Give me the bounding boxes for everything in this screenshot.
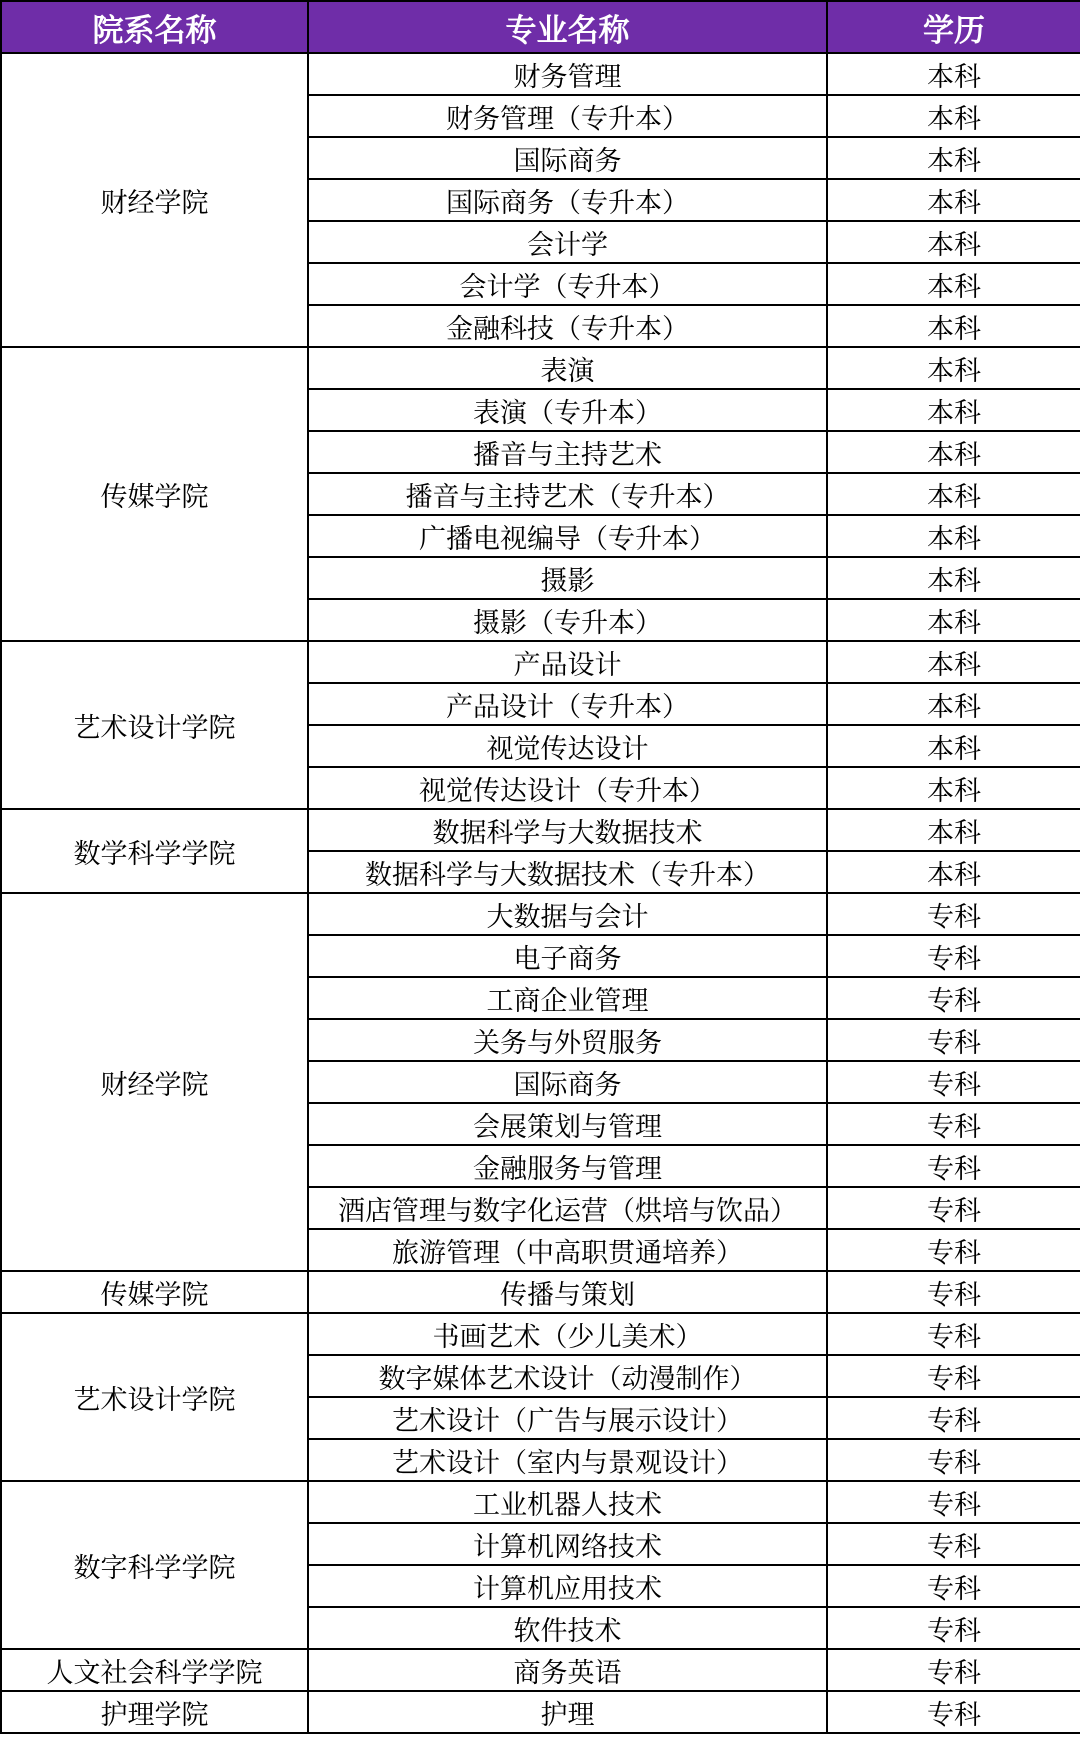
dept-cell: 数字科学学院 [1,1481,308,1649]
dept-cell: 艺术设计学院 [1,641,308,809]
major-cell: 表演 [308,347,827,389]
level-cell: 本科 [827,473,1080,515]
level-cell: 本科 [827,95,1080,137]
major-cell: 电子商务 [308,935,827,977]
table-row [1,893,1080,935]
table-row [1,1691,1080,1733]
level-cell: 专科 [827,1397,1080,1439]
level-cell: 专科 [827,1229,1080,1271]
table-row [1,1271,1080,1313]
major-cell: 艺术设计（广告与展示设计） [308,1397,827,1439]
level-cell: 本科 [827,305,1080,347]
major-cell: 金融科技（专升本） [308,305,827,347]
major-cell: 播音与主持艺术 [308,431,827,473]
major-cell: 金融服务与管理 [308,1145,827,1187]
level-cell: 专科 [827,1313,1080,1355]
major-cell: 国际商务 [308,1061,827,1103]
major-cell: 计算机网络技术 [308,1523,827,1565]
header-dept: 院系名称 [1,1,308,53]
level-cell: 本科 [827,137,1080,179]
major-cell: 数字媒体艺术设计（动漫制作） [308,1355,827,1397]
dept-cell: 传媒学院 [1,347,308,641]
level-cell: 本科 [827,347,1080,389]
level-cell: 本科 [827,389,1080,431]
dept-cell: 财经学院 [1,893,308,1271]
level-cell: 专科 [827,935,1080,977]
major-cell: 旅游管理（中高职贯通培养） [308,1229,827,1271]
level-cell: 本科 [827,851,1080,893]
major-cell: 商务英语 [308,1649,827,1691]
major-cell: 酒店管理与数字化运营（烘培与饮品） [308,1187,827,1229]
level-cell: 本科 [827,557,1080,599]
dept-cell: 人文社会科学学院 [1,1649,308,1691]
level-cell: 本科 [827,221,1080,263]
level-cell: 本科 [827,809,1080,851]
level-cell: 专科 [827,1607,1080,1649]
major-cell: 会展策划与管理 [308,1103,827,1145]
major-cell: 产品设计 [308,641,827,683]
level-cell: 专科 [827,1523,1080,1565]
major-cell: 数据科学与大数据技术 [308,809,827,851]
table-row [1,641,1080,683]
level-cell: 本科 [827,431,1080,473]
major-cell: 传播与策划 [308,1271,827,1313]
level-cell: 本科 [827,725,1080,767]
level-cell: 专科 [827,1439,1080,1481]
major-cell: 财务管理 [308,53,827,95]
major-cell: 产品设计（专升本） [308,683,827,725]
level-cell: 专科 [827,893,1080,935]
major-cell: 会计学 [308,221,827,263]
major-cell: 计算机应用技术 [308,1565,827,1607]
major-cell: 视觉传达设计（专升本） [308,767,827,809]
major-cell: 书画艺术（少儿美术） [308,1313,827,1355]
level-cell: 本科 [827,515,1080,557]
major-cell: 关务与外贸服务 [308,1019,827,1061]
level-cell: 专科 [827,1355,1080,1397]
major-cell: 软件技术 [308,1607,827,1649]
header-level: 学历 [827,1,1080,53]
major-cell: 大数据与会计 [308,893,827,935]
major-cell: 艺术设计（室内与景观设计） [308,1439,827,1481]
level-cell: 专科 [827,1187,1080,1229]
header-row [1,1,1080,53]
level-cell: 专科 [827,1481,1080,1523]
major-cell: 视觉传达设计 [308,725,827,767]
table-row [1,809,1080,851]
table-body [1,53,1080,1733]
table-row [1,1649,1080,1691]
level-cell: 本科 [827,641,1080,683]
major-cell: 工商企业管理 [308,977,827,1019]
level-cell: 本科 [827,599,1080,641]
level-cell: 专科 [827,1019,1080,1061]
level-cell: 本科 [827,179,1080,221]
level-cell: 专科 [827,1691,1080,1733]
level-cell: 专科 [827,1061,1080,1103]
level-cell: 本科 [827,53,1080,95]
level-cell: 专科 [827,1271,1080,1313]
level-cell: 本科 [827,683,1080,725]
table-row [1,1313,1080,1355]
dept-cell: 传媒学院 [1,1271,308,1313]
major-cell: 工业机器人技术 [308,1481,827,1523]
major-cell: 广播电视编导（专升本） [308,515,827,557]
major-cell: 会计学（专升本） [308,263,827,305]
table-row [1,347,1080,389]
level-cell: 专科 [827,1103,1080,1145]
major-cell: 摄影 [308,557,827,599]
level-cell: 专科 [827,1145,1080,1187]
major-cell: 数据科学与大数据技术（专升本） [308,851,827,893]
major-cell: 播音与主持艺术（专升本） [308,473,827,515]
major-cell: 摄影（专升本） [308,599,827,641]
table-row [1,53,1080,95]
major-cell: 财务管理（专升本） [308,95,827,137]
dept-cell: 护理学院 [1,1691,308,1733]
dept-cell: 艺术设计学院 [1,1313,308,1481]
major-cell: 国际商务（专升本） [308,179,827,221]
level-cell: 专科 [827,977,1080,1019]
dept-cell: 数学科学学院 [1,809,308,893]
dept-cell: 财经学院 [1,53,308,347]
level-cell: 本科 [827,767,1080,809]
header-major: 专业名称 [308,1,827,53]
level-cell: 专科 [827,1649,1080,1691]
major-cell: 护理 [308,1691,827,1733]
major-cell: 国际商务 [308,137,827,179]
major-cell: 表演（专升本） [308,389,827,431]
level-cell: 专科 [827,1565,1080,1607]
level-cell: 本科 [827,263,1080,305]
table-row [1,1481,1080,1523]
